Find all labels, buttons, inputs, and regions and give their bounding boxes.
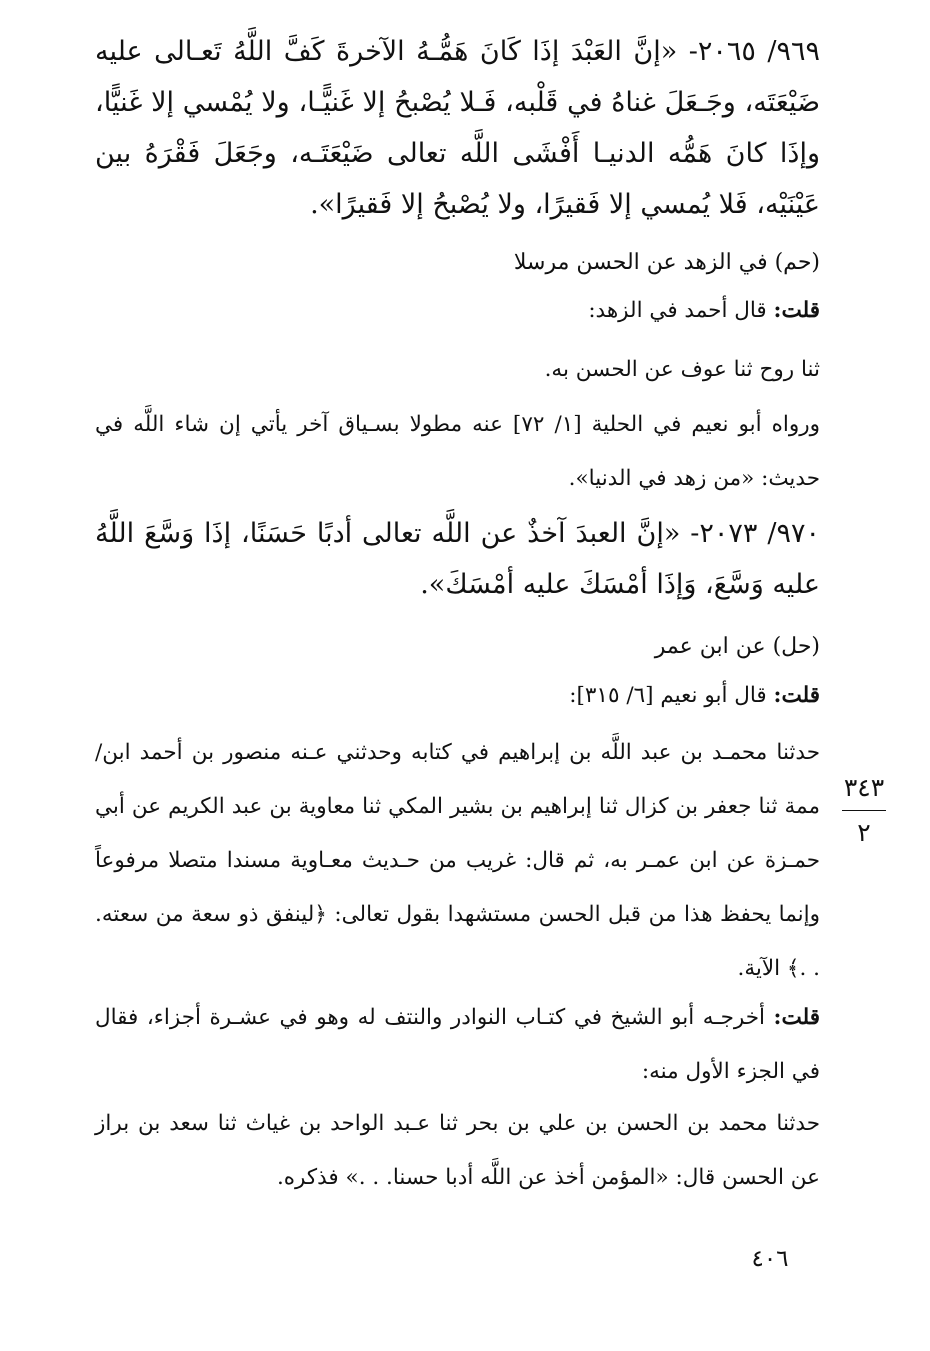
note-qult-1: قلت: قال أحمد في الزهد: [588, 298, 820, 323]
page-number: ٤٠٦ [751, 1246, 789, 1272]
note-isnad-2: حدثنا محمـد بن عبد اللَّه بن إبراهيم في كتابه وحدثني عـنه منصور بن أحمد ابن/ ممة ثنا جعفر بن كزال ثنا إبراهيم بن بشير المكي ثنا معاوية بن عبد الكريم عن أبي حمـزة عن ابن عمـر به، ثم قال: غريب من حـديث معـاوية مسندا متصلا مرفوعاً وإنما يحفظ هذا من قبل الحسن مستشهدا بقول تعالى: ﴿لينفق ذو سعة من سعته. . .﴾ الآية. [95, 740, 820, 981]
margin-bottom-number: ٢ [857, 818, 871, 847]
note-qult-2: قلت: قال أبو نعيم [٦/ ٣١٥]: [569, 683, 820, 708]
hadith-969: ٩٦٩/ ٢٠٦٥- «إنَّ العَبْدَ إذَا كَانَ هَمُّـهُ الآخرةَ كَفَّ اللَّهُ تَعـالى عليه ضَيْعَتَه، وجَـعَلَ غناهُ في قَلْبه، فَـلا يُصْبحُ إلا غَنيًّـا، ولا يُمْسي إلا غَنيًّا، وإذَا كانَ هَمُّه الدنيـا أَفْشَى اللَّه تعالى ضَيْعَتَـه، وجَعَلَ فَقْرَهُ بين عَيْنَيْه، فَلا يُمسي إلا فَقيرًا، ولا يُصْبحُ إلا فَقيرًا». [95, 36, 820, 220]
source-970: (حل) عن ابن عمر [654, 634, 820, 659]
margin-reference [838, 772, 890, 849]
source-969: (حم) في الزهد عن الحسن مرسلا [513, 250, 820, 275]
qult-label: قلت: [773, 1005, 820, 1030]
margin-top-number: ٣٤٣ [843, 773, 885, 802]
note-isnad-3: حدثنا محمد بن الحسن بن علي بن بحر ثنا عـبد الواحد بن غياث ثنا سعد بن براز عن الحسن قال: «المؤمن أخذ عن اللَّه أدبا حسنا. . .» فذكره. [95, 1111, 820, 1190]
qult-label: قلت: [773, 298, 820, 323]
note-isnad-1: ثنا روح ثنا عوف عن الحسن به. [544, 357, 820, 382]
note-qult-3: قلت: أخرجـه أبو الشيخ في كتـاب النوادر والنتف له وهو في عشـرة أجزاء، فقال في الجزء الأول منه: [95, 1005, 820, 1084]
margin-divider [842, 810, 886, 811]
note-hilya: ورواه أبو نعيم في الحلية [١/ ٧٢] عنه مطولا بسـياق آخر يأتي إن شاء اللَّه في حديث: «من زهد في الدنيا». [95, 412, 820, 491]
qult-label: قلت: [773, 683, 820, 708]
hadith-970: ٩٧٠/ ٢٠٧٣- «إنَّ العبدَ آخذٌ عن اللَّه تعالى أدبًا حَسَنًا، إذَا وَسَّعَ اللَّهُ عليه وَسَّعَ، وَإذَا أمْسَكَ عليه أمْسَكَ». [95, 518, 820, 600]
